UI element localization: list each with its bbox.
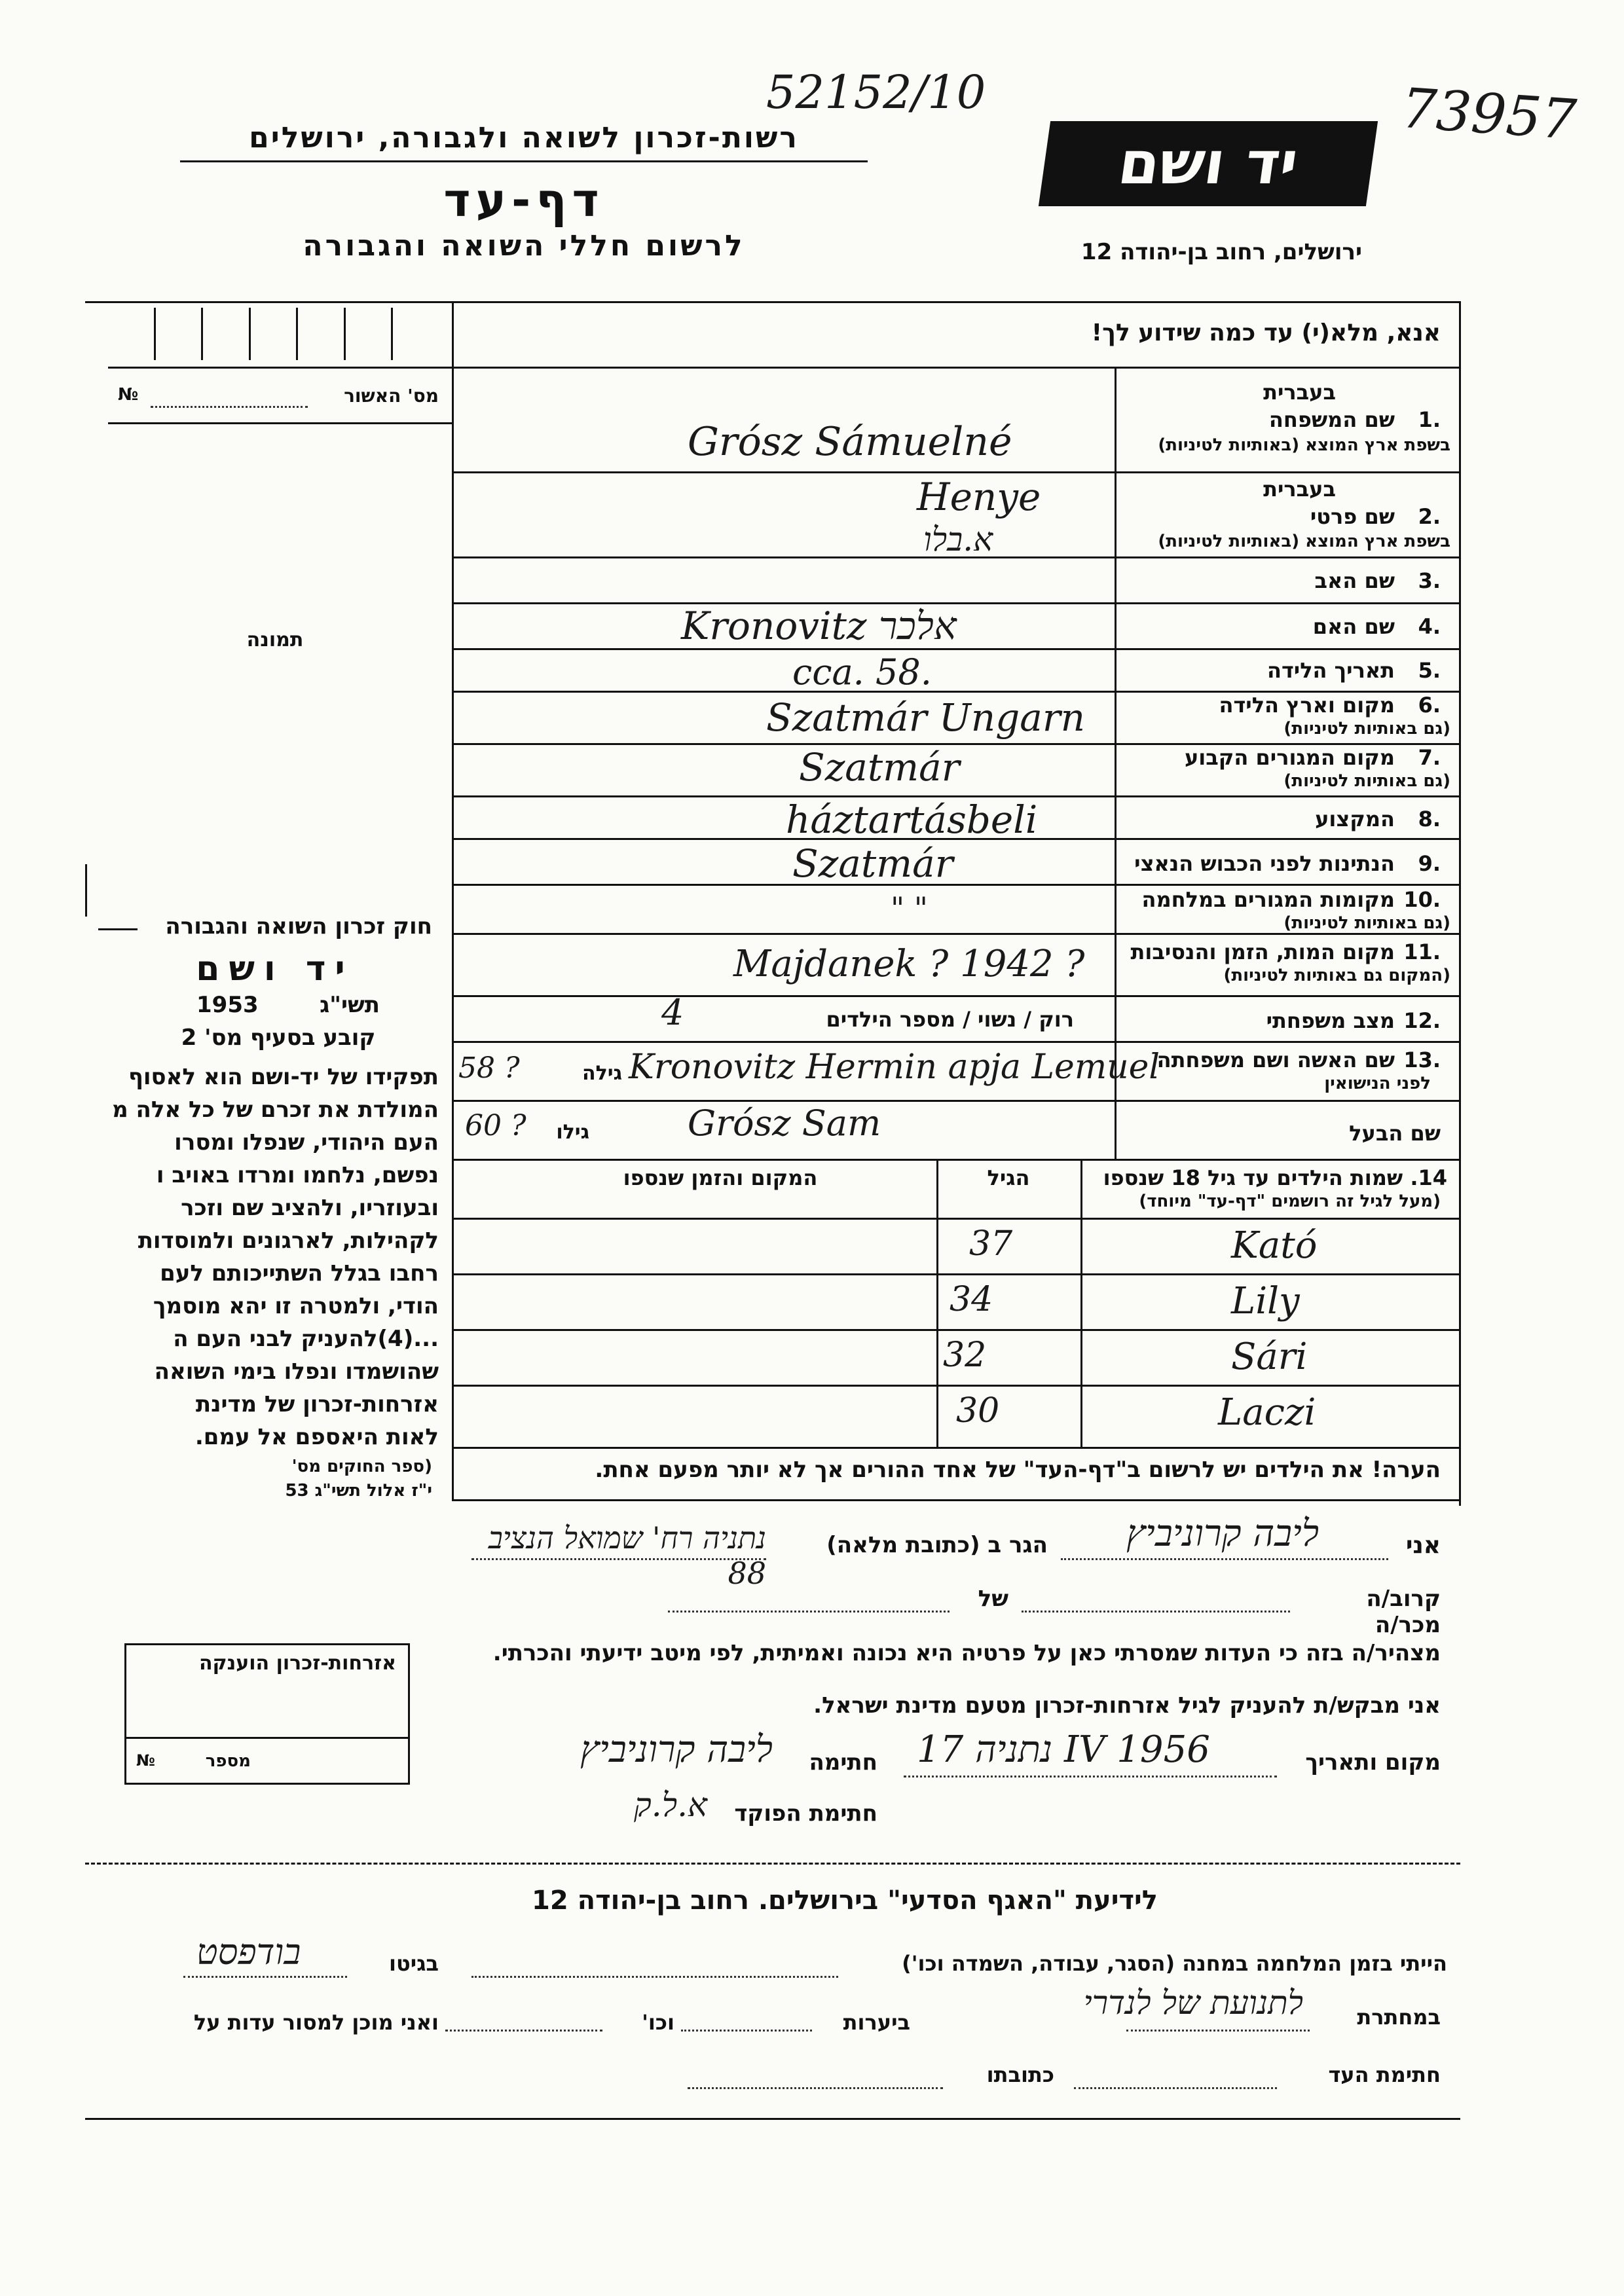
- row-sep-husband: [452, 1159, 1460, 1161]
- place-date-line: [904, 1776, 1277, 1777]
- field-13-sub: לפני הנישואין: [1324, 1074, 1431, 1093]
- form-title: דף-עד: [443, 173, 604, 227]
- sidebar-logo: יד ושם: [196, 949, 354, 989]
- field-5-number: .5: [1418, 658, 1441, 683]
- declarant-line: [1061, 1558, 1388, 1560]
- field-5-value: cca. 58.: [792, 651, 932, 693]
- etc-label: וכו': [642, 2010, 674, 2035]
- children-count: 4: [661, 992, 684, 1033]
- row-sep-4: [452, 648, 1460, 650]
- address: ירושלים, רחוב בן-יהודה 12: [1080, 239, 1362, 265]
- underground-label: במחתרת: [1357, 2005, 1441, 2030]
- sidebar-year-heb: תשי"ג: [320, 992, 380, 1018]
- camp-label: הייתי בזמן המלחמה במחנה (הסגר, עבודה, השמדה וכו'): [902, 1951, 1447, 1976]
- children-bottom: [452, 1447, 1460, 1449]
- request: אני מבקש/ת להעניק לגיל אזרחות-זכרון מטעם מדינת ישראל.: [813, 1692, 1441, 1719]
- yad-vashem-logo: יד ושם: [1039, 121, 1378, 206]
- citizenship-box: [124, 1643, 410, 1785]
- field-13-number: .13: [1403, 1048, 1441, 1072]
- approval-no-line: [151, 406, 308, 408]
- children-col-age-left: [936, 1159, 938, 1447]
- testimony-label: ואני מוכן למסור עדות על: [193, 2010, 439, 2035]
- field-10-label: מקומות המגורים במלחמה: [1141, 887, 1395, 912]
- form-left-border: [452, 301, 454, 1499]
- fill-prompt: אנא, מלא(י) עד כמה שידוע לך!: [1091, 319, 1441, 346]
- tick-boxes: [108, 308, 439, 360]
- prompt-divider: [452, 367, 1460, 369]
- wife-age: 58 ?: [458, 1051, 520, 1085]
- row-sep-11: [452, 995, 1460, 997]
- sidebar-text-line: שהושמדו ונפלו בימי השואה: [154, 1358, 439, 1385]
- field-2-sub: בשפת ארץ המוצא (באותיות לטיניות): [1158, 532, 1450, 551]
- child-3-name: Sári: [1231, 1336, 1308, 1378]
- sidebar-text-line: הודי, ולמטרה זו יהא מוסמך: [153, 1293, 439, 1319]
- children-place-header: המקום והזמן שנספו: [623, 1165, 818, 1190]
- sidebar-text-line: לאות היאספם אל עמם.: [194, 1424, 439, 1450]
- camp-line: [471, 1976, 838, 1978]
- sidebar-text-line: לקהילות, לארגונים ולמוסדות: [138, 1228, 439, 1254]
- citizenship-box-divider: [126, 1737, 408, 1739]
- field-1-hebrew-tag: בעברית: [1263, 380, 1336, 405]
- citizenship-no-symbol: №: [136, 1751, 155, 1770]
- children-row-sep-2: [452, 1329, 1460, 1331]
- field-10-sub: (גם באותיות לטיניות): [1283, 913, 1450, 933]
- field-2-value-hebrew: א.בלו: [923, 520, 993, 558]
- tick-boxes-bottom: [108, 367, 452, 369]
- field-8-value: háztartásbeli: [786, 797, 1038, 842]
- citizenship-box-title: אזרחות-זכרון הוענקה: [198, 1652, 396, 1675]
- field-6-sub: (גם באותיות לטיניות): [1283, 719, 1450, 738]
- field-2-hebrew-tag: בעברית: [1263, 477, 1336, 501]
- archive-number: 52152/10: [766, 65, 986, 119]
- field-10-value: " ": [891, 890, 928, 926]
- row-sep-1: [452, 471, 1460, 473]
- child-4-name: Laczi: [1218, 1391, 1316, 1434]
- witness-signature-label: חתימת העד: [1328, 2062, 1441, 2087]
- law-title-dash: [98, 928, 138, 930]
- marital-options: רוק / נשוי / מספר הילדים: [826, 1007, 1074, 1032]
- authority-underline: [180, 160, 868, 162]
- field-1-number: .1: [1418, 407, 1441, 432]
- of-line: [668, 1611, 950, 1613]
- photo-label: תמונה: [246, 629, 304, 651]
- address-label: הגר ב (כתובת מלאה): [826, 1532, 1048, 1558]
- field-1-value: Grósz Sámuelné: [688, 419, 1012, 465]
- field-1-label: שם המשפחה: [1268, 407, 1395, 432]
- witness-address-line: [688, 2087, 943, 2089]
- field-4-value: Kronovitz אלכר: [681, 604, 957, 648]
- field-12-number: .12: [1403, 1008, 1441, 1033]
- child-2-age: 34: [950, 1280, 993, 1319]
- field-4-number: .4: [1418, 614, 1441, 639]
- note-bottom: [452, 1499, 1460, 1501]
- children-col-age-right: [1080, 1159, 1082, 1447]
- address-value: נתניה רח' שמואל הנציב 88: [488, 1520, 766, 1591]
- page-number: 73957: [1399, 75, 1579, 153]
- bottom-frame-line: [85, 2118, 1460, 2120]
- husband-age: 60 ?: [465, 1109, 526, 1142]
- children-title: 14. שמות הילדים עד גיל 18 שנספו: [1103, 1165, 1447, 1190]
- field-4-label: שם האם: [1312, 614, 1395, 639]
- ghetto-label: בגיטו: [389, 1951, 439, 1976]
- field-7-sub: (גם באותיות לטיניות): [1283, 771, 1450, 791]
- field-9-value: Szatmár: [792, 841, 953, 886]
- field-7-number: .7: [1418, 745, 1441, 770]
- field-13-value: Kronovitz Hermin apja Lemuel: [629, 1048, 1160, 1087]
- no-symbol: №: [118, 385, 139, 405]
- field-2-value: Henye: [917, 475, 1041, 519]
- relation-line: [1022, 1611, 1290, 1613]
- sidebar-footnote-2: י"ז אלול תשי"ג 53: [285, 1481, 432, 1501]
- law-title: חוק זכרון השואה והגבורה: [165, 913, 432, 939]
- children-row-sep-1: [452, 1273, 1460, 1275]
- sidebar-footnote-1: (ספר החוקים מס': [291, 1457, 432, 1476]
- children-age-header: הגיל: [987, 1165, 1030, 1190]
- declarant-name: ליבה קרוניביץ: [1126, 1512, 1320, 1555]
- ghetto-value: בודפסט: [196, 1931, 301, 1973]
- field-3-label: שם האב: [1314, 568, 1395, 593]
- witness-address-label: כתובתו: [986, 2062, 1054, 2087]
- sidebar-year: 1953: [196, 992, 259, 1018]
- row-sep-9: [452, 884, 1460, 886]
- bottom-section-divider: [85, 1863, 1460, 1867]
- frame-right: [1459, 301, 1461, 1506]
- field-10-number: .10: [1403, 887, 1441, 912]
- husband-value: Grósz Sam: [688, 1102, 881, 1144]
- citizenship-number-label: מספר: [205, 1751, 251, 1771]
- field-5-label: תאריך הלידה: [1266, 658, 1395, 683]
- field-3-number: .3: [1418, 568, 1441, 593]
- approval-box-bottom: [108, 422, 452, 424]
- field-6-label: מקום וארץ הלידה: [1219, 693, 1395, 718]
- field-9-number: .9: [1418, 851, 1441, 876]
- sidebar-text-line: אזרחות-זכרון של מדינת: [195, 1391, 439, 1417]
- husband-label: שם הבעל: [1349, 1121, 1441, 1146]
- underground-line: [1126, 2030, 1310, 2032]
- relation-label: קרוב/ה מכר/ה: [1366, 1586, 1441, 1638]
- statement: מצהיר/ה בזה כי העדות שמסרתי כאן על פרטיה היא נכונה ואמיתית, לפי מיטב ידיעתי והכרתי.: [492, 1640, 1441, 1666]
- field-6-number: .6: [1418, 693, 1441, 718]
- children-header-sep: [452, 1218, 1460, 1220]
- authority-line: רשות-זכרון לשואה ולגבורה, ירושלים: [249, 121, 799, 155]
- of-label: של: [978, 1586, 1008, 1612]
- sidebar-law-text: [85, 1061, 439, 1453]
- approval-no-label: מס' האשור: [344, 385, 439, 407]
- field-7-label: מקום המגורים הקבוע: [1184, 745, 1395, 770]
- witness-signature-line: [1074, 2087, 1277, 2089]
- field-2-number: .2: [1418, 504, 1441, 529]
- husband-age-label: גילו: [556, 1121, 589, 1144]
- child-3-age: 32: [943, 1336, 987, 1375]
- sidebar-text-line: נפשם, נלחמו ומרדו באויב ו: [156, 1162, 439, 1188]
- underground-value: לתנועת של לנדרי: [1083, 1984, 1303, 2022]
- field-6-value: Szatmár Ungarn: [766, 695, 1085, 740]
- sidebar-text-line: תפקידו של יד-ושם הוא לאסוף: [128, 1064, 439, 1090]
- field-1-sub: בשפת ארץ המוצא (באותיות לטיניות): [1158, 435, 1450, 455]
- field-11-label: מקום המות, הזמן והנסיבות: [1130, 939, 1395, 964]
- note-text: הערה! את הילדים יש לרשום ב"דף-העד" של אחד ההורים אך לא יותר מפעם אחת.: [595, 1457, 1441, 1483]
- signature: ליבה קרוניביץ: [580, 1728, 773, 1771]
- sidebar-section: קובע בסעיף מס' 2: [181, 1025, 376, 1051]
- field-7-value: Szatmár: [799, 745, 960, 790]
- children-subtitle: (מעל לגיל זה רושמים "דף-עד" מיוחד): [1139, 1192, 1441, 1211]
- field-11-value: Majdanek ? 1942 ?: [733, 943, 1085, 985]
- row-sep-12: [452, 1041, 1460, 1043]
- field-9-label: הנתינות לפני הכבוש הנאצי: [1134, 851, 1395, 876]
- field-8-label: המקצוע: [1315, 807, 1395, 831]
- place-date-value: נתניה 17 IV 1956: [917, 1728, 1210, 1771]
- child-4-age: 30: [956, 1391, 1000, 1430]
- child-1-age: 37: [969, 1224, 1013, 1264]
- sidebar-text-line: ...(4)להעניק לבני העם ה: [173, 1326, 439, 1352]
- field-8-number: .8: [1418, 807, 1441, 831]
- children-row-sep-3: [452, 1385, 1460, 1387]
- place-date-label: מקום ותאריך: [1305, 1749, 1441, 1776]
- sidebar-text-line: המולדת את זכרם של כל אלה מ: [112, 1097, 439, 1123]
- officer-label: חתימת הפוקד: [734, 1800, 877, 1827]
- field-12-label: מצב משפחתי: [1266, 1008, 1395, 1033]
- row-sep-10: [452, 933, 1460, 935]
- wife-age-label: גילה: [582, 1062, 622, 1085]
- field-11-number: .11: [1403, 939, 1441, 964]
- i-label: אני: [1405, 1532, 1441, 1559]
- forests-line: [681, 2030, 812, 2032]
- child-2-name: Lily: [1231, 1280, 1300, 1322]
- child-1-name: Kató: [1231, 1224, 1318, 1267]
- signature-label: חתימה: [809, 1749, 877, 1776]
- sidebar-mark: [85, 864, 87, 917]
- form-subtitle: לרשום חללי השואה והגבורה: [303, 229, 745, 263]
- bottom-heading: לידיעת "האגף הסדעי" בירושלים. רחוב בן-יהודה 12: [532, 1886, 1158, 1916]
- field-2-label: שם פרטי: [1310, 504, 1395, 529]
- field-13-label: שם האשה ושם משפחתה: [1156, 1048, 1395, 1072]
- sidebar-text-line: העם היהודי, שנפלו ומסרו: [174, 1129, 439, 1156]
- frame-top: [85, 301, 1460, 303]
- officer-signature: א.ל.ק: [634, 1786, 707, 1824]
- label-column-border: [1115, 367, 1116, 1159]
- field-11-sub: (המקום גם באותיות לטיניות): [1223, 966, 1450, 985]
- row-sep-13: [452, 1100, 1460, 1102]
- sidebar-text-line: ובעוזריו, ולהציב שם וזכר: [181, 1195, 439, 1221]
- ghetto-line: [183, 1976, 347, 1978]
- forests-label: ביערות: [843, 2010, 910, 2035]
- etc-line: [445, 2030, 602, 2032]
- sidebar-text-line: רחבו בגלל השתייכותם לעם: [160, 1260, 439, 1286]
